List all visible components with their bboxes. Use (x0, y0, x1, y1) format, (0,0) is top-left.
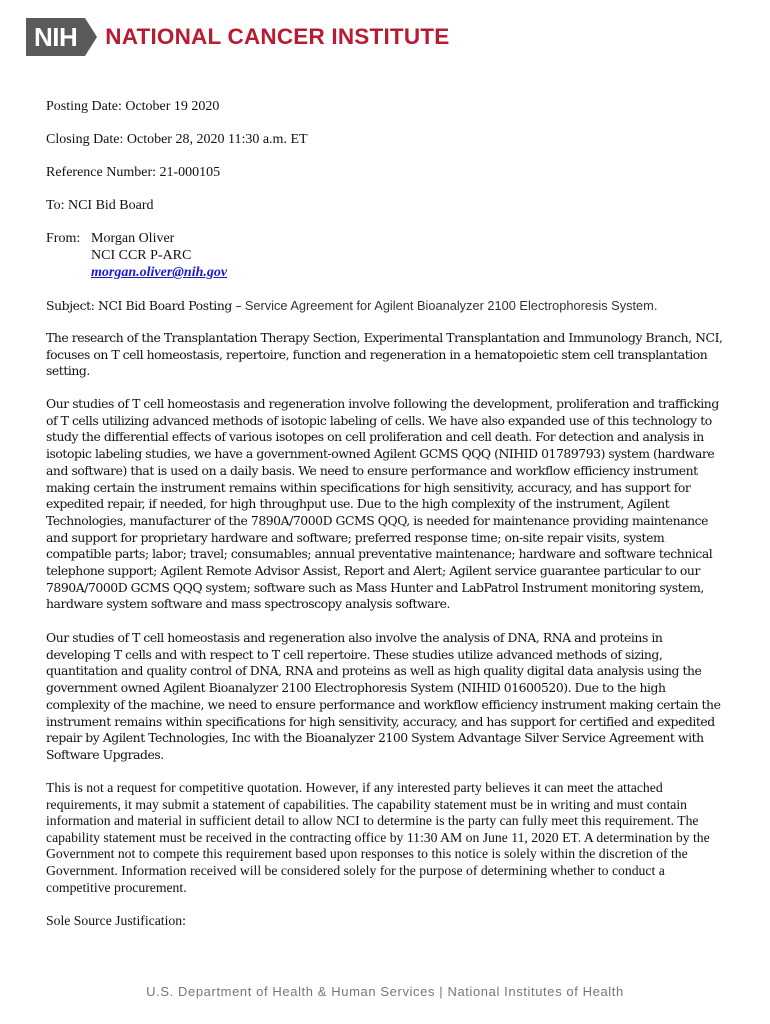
from-block (46, 230, 80, 247)
from-office: NCI CCR P-ARC (91, 248, 192, 263)
posting-date: Posting Date: October 19 2020 (46, 99, 220, 114)
sole-source-heading: Sole Source Justification: (46, 913, 186, 928)
paragraph-isotopic-labeling: Our studies of T cell homeostasis and regeneration involve following the development, proliferation and trafficking of T cells utilizing advanced methods of isotopic labeling of cells. We have also expanded use of this technology to study the differential effects of various isotopes on cell proliferation and cell death. For detection and analysis in isotopic labeling studies, we have a government-owned Agilent GCMS QQQ (NIHID 01789793) system (hardware and software) that is used on a daily basis. We need to ensure performance and workflow efficiency instrument making certain the instrument remains within specifications for high sensitivity, accuracy, and has support for expedited repair, if needed, for high throughput use. Due to the high complexity of the instrument, Agilent Technologies, manufacturer of the 7890A/7000D GCMS QQQ, is needed for maintenance providing maintenance and support for proprietary hardware and software; preferred response time; on-site repair visits, system compatible parts; labor; travel; consumables; annual preventative maintenance; hardware and software technical telephone support; Agilent Remote Advisor Assist, Report and Alert; Agilent service guarantee particular to our 7890A/7000D GCMS QQQ system; software such as Mass Hunter and LabPatrol Instrument monitoring system, hardware system software and mass spectroscopy analysis software. (46, 396, 719, 612)
to-line: To: NCI Bid Board (46, 198, 154, 213)
from-name: Morgan Oliver (91, 231, 175, 246)
paragraph-bioanalyzer: Our studies of T cell homeostasis and regeneration also involve the analysis of DNA, RNA and proteins in developing T cells and with respect to T cell repertoire. These studies utilize advanced methods of sizing, quantitation and quality control of DNA, RNA and proteins as well as high quality digital data analysis using the government owned Agilent Bioanalyzer 2100 Electrophoresis System (NIHID 01600520). Due to the high complexity of the machine, we need to ensure performance and workflow efficiency instrument making certain the instrument remains within specifications for high sensitivity, accuracy, and has support for certified and expedited repair by Agilent Technologies, Inc with the Bioanalyzer 2100 System Advantage Silver Service Agreement with Software Upgrades. (46, 630, 721, 762)
reference-number: Reference Number: 21-000105 (46, 165, 221, 180)
nih-logo-box: NIH (26, 18, 85, 56)
subject-label: Subject: NCI Bid Board Posting – (46, 298, 245, 313)
page-footer: U.S. Department of Health & Human Services | National Institutes of Health (146, 984, 624, 999)
institute-name: NATIONAL CANCER INSTITUTE (105, 24, 450, 49)
closing-date: Closing Date: October 28, 2020 11:30 a.m. ET (46, 132, 308, 147)
nci-logo (26, 17, 449, 57)
nih-logo-chevron (85, 18, 97, 56)
from-email-link[interactable]: morgan.oliver@nih.gov (91, 265, 228, 280)
paragraph-research: The research of the Transplantation Therapy Section, Experimental Transplantation and Immunology Branch, NCI, focuses on T cell homeostasis, repertoire, function and regeneration in a hematopoietic stem cell transplantation setting. (46, 330, 723, 379)
subject-line (46, 297, 657, 315)
from-label: From: (46, 231, 81, 246)
subject-text: Service Agreement for Agilent Bioanalyzer 2100 Electrophoresis System. (244, 298, 658, 313)
paragraph-notice: This is not a request for competitive quotation. However, if any interested party believes it can meet the attached requirements, it may submit a statement of capabilities. The capability statement must be in writing and must contain information and material in sufficient detail to allow NCI to determine is the party can fully meet this requirement. The capability statement must be received in the contracting office by 11:30 AM on June 11, 2020 ET. A determination by the Government not to compete this requirement based upon responses to this notice is solely within the discretion of the Government. Information received will be considered solely for the purpose of determining whether to conduct a competitive procurement. (46, 780, 710, 895)
